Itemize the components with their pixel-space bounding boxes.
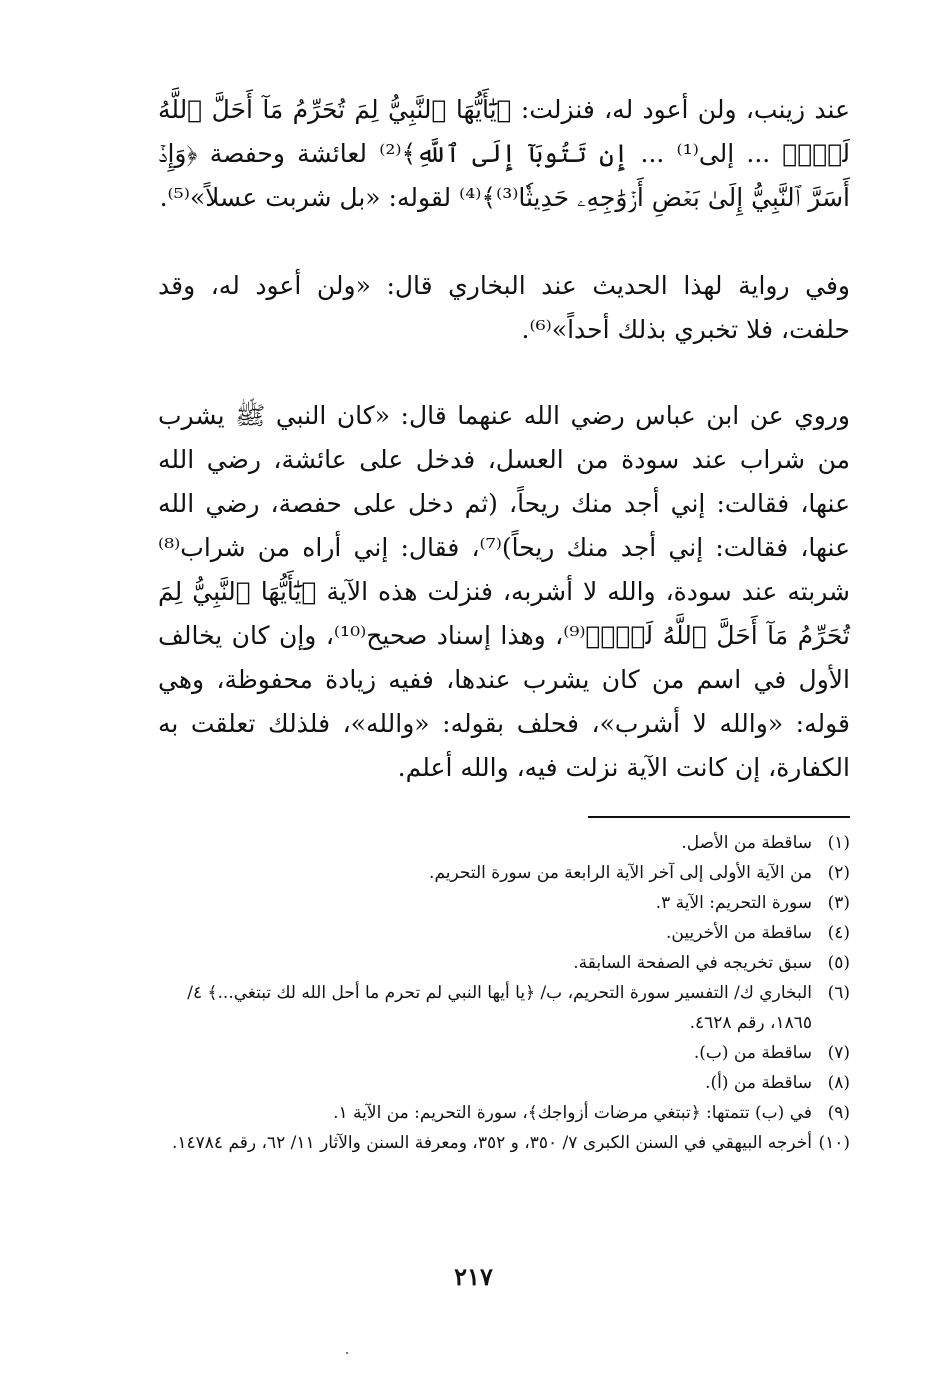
footnote-text: سبق تخريجه في الصفحة السابقة. [573,953,812,973]
footnote-text: سورة التحريم: الآية ٣. [655,893,812,913]
footnote-separator [588,816,850,818]
footnote-9 [158,1098,850,1128]
footnote-text: في (ب) تتمتها: ﴿تبتغي مرضات أزواجك﴾، سورة التحريم: من الآية ١. [333,1103,812,1123]
footnote-number: (١) [827,833,850,853]
page-number: ٢١٧ [454,1262,493,1291]
footnote-number: (٦) [827,983,850,1003]
footnote-10 [158,1128,850,1158]
footnote-7 [158,1038,850,1068]
footnote-6 [158,978,850,1038]
footnote-4 [158,918,850,948]
footnote-text: ساقطة من الأخريين. [666,923,812,943]
footnote-2 [158,858,850,888]
footnote-number: (٣) [827,893,850,913]
footnote-8 [158,1068,850,1098]
footnote-number: (١٠) [818,1133,850,1153]
speck-mark [346,1352,348,1354]
footnote-text: أخرجه البيهقي في السنن الكبرى ٧/ ٣٥٠، و ٣٥٢، ومعرفة السنن والآثار ١١/ ٦٢، رقم ١٤٧٨٤. [171,1133,812,1153]
footnote-number: (٤) [827,923,850,943]
footnote-text: ساقطة من الأصل. [681,833,812,853]
footnote-5 [158,948,850,978]
footnote-number: (٧) [827,1043,850,1063]
footnote-text: ساقطة من (أ). [705,1073,812,1093]
footnote-3 [158,888,850,918]
footnote-text: من الآية الأولى إلى آخر الآية الرابعة من سورة التحريم. [429,863,812,883]
paragraph-2: وفي رواية لهذا الحديث عند البخاري قال: «ولن أعود له، وقد حلفت، فلا تخبري بذلك أحداً»⁽⁶⁾. [158,271,850,344]
footnote-number: (٢) [827,863,850,883]
footnote-text: ساقطة من (ب). [693,1043,812,1063]
footnote-1 [158,828,850,858]
footnotes [158,828,850,1158]
footnote-text: البخاري ك/ التفسير سورة التحريم، ب/ ﴿يا أيها النبي لم تحرم ما أحل الله لك تبتغي...﴾ ٤/ ١٨٦٥، رقم ٤٦٢٨. [187,983,812,1033]
footnote-number: (٥) [827,953,850,973]
paragraph-3: وروي عن ابن عباس رضي الله عنهما قال: «كان النبي ﷺ يشرب من شراب عند سودة من العسل، فدخل على عائشة، رضي الله عنها، فقالت: إني أجد منك ريحاً، (ثم دخل على حفصة، رضي الله عنها، فقالت: إني أجد منك ريحاً)⁽⁷⁾، فقال: إني أراه من شراب⁽⁸⁾ شربته عند سودة، والله لا أشربه، فنزلت هذه الآية ﴿يَٰٓأَيُّهَا ٱلنَّبِيُّ لِمَ تُحَرِّمُ مَآ أَحَلَّ ٱللَّهُ لَكَۖ﴾⁽⁹⁾، وهذا إسناد صحيح⁽¹⁰⁾، وإن كان يخالف الأول في اسم من كان يشرب عندها، ففيه زيادة محفوظة، وهي قوله: «والله لا أشرب»، فحلف بقوله: «والله»، فلذلك تعلقت به الكفارة، إن كانت الآية نزلت فيه، والله أعلم. [158,401,851,782]
paragraph-1: عند زينب، ولن أعود له، فنزلت: ﴿يَٰٓأَيُّهَا ٱلنَّبِيُّ لِمَ تُحَرِّمُ مَآ أَحَلَّ ٱللَّهُ لَكَۖ﴾ ... إلى⁽¹⁾ ... إِن تَتُوبَآ إِلَى ٱللَّهِ﴾⁽²⁾ لعائشة وحفصة ﴿وَإِذۡ أَسَرَّ ٱلنَّبِيُّ إِلَىٰ بَعۡضِ أَزۡوَٰجِهِۦ حَدِيثٗا⁽³⁾﴾⁽⁴⁾ لقوله: «بل شربت عسلاً»⁽⁵⁾. [158,95,850,212]
footnote-number: (٩) [827,1103,850,1123]
footnote-number: (٨) [827,1073,850,1093]
